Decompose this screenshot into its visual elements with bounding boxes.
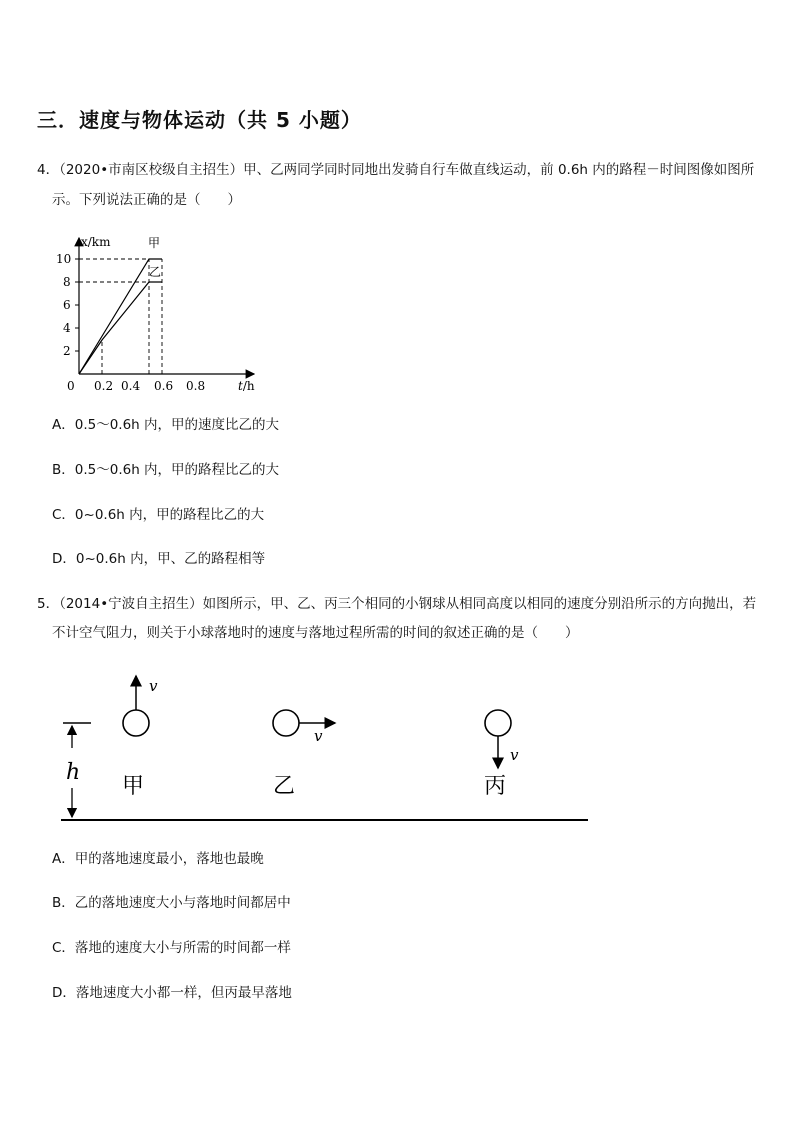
q5-option-a[interactable]: A．甲的落地速度最小，落地也最晚	[52, 851, 264, 867]
q4-option-a[interactable]: A．0.5～0.6h 内，甲的速度比乙的大	[52, 417, 280, 433]
ball-jia	[123, 710, 149, 736]
y-tick-6: 6	[63, 298, 71, 312]
series-yi	[79, 282, 162, 374]
question-5-stem-line2: 不计空气阻力，则关于小球落地时的速度与落地过程所需的时间的叙述正确的是（ ）	[52, 625, 579, 641]
q5-option-c[interactable]: C．落地的速度大小与所需的时间都一样	[52, 940, 291, 956]
question-4-stem-line1: 4．（2020•市南区校级自主招生）甲、乙两同学同时同地出发骑自行车做直线运动，前 0.6h 内的路程－时间图像如图所	[37, 162, 755, 178]
ball-label-jia: 甲	[122, 774, 145, 799]
velocity-label-jia: v	[149, 677, 158, 695]
height-label: h	[66, 760, 81, 785]
y-axis-label: x/km	[81, 235, 111, 249]
x-tick-0.6: 0.6	[154, 379, 174, 393]
distance-time-graph	[52, 228, 267, 400]
question-5-stem-line1: 5．（2014•宁波自主招生）如图所示，甲、乙、丙三个相同的小钢球从相同高度以相同的速度分别沿所示的方向抛出，若	[37, 596, 757, 612]
q4-option-d[interactable]: D．0~0.6h 内，甲、乙的路程相等	[52, 551, 266, 567]
projectile-figure	[55, 668, 595, 828]
x-tick-0.4: 0.4	[121, 379, 141, 393]
ball-yi	[273, 710, 299, 736]
x-tick-0.2: 0.2	[94, 379, 114, 393]
ball-bing	[485, 710, 511, 736]
q5-option-b[interactable]: B．乙的落地速度大小与落地时间都居中	[52, 895, 291, 911]
x-axis-label: t/h	[238, 379, 255, 393]
q4-option-b[interactable]: B．0.5～0.6h 内，甲的路程比乙的大	[52, 462, 280, 478]
velocity-label-bing: v	[510, 746, 519, 764]
y-tick-2: 2	[63, 344, 71, 358]
y-tick-10: 10	[56, 252, 72, 266]
question-4-stem-line2: 示。下列说法正确的是（ ）	[52, 192, 241, 208]
q5-option-d[interactable]: D．落地速度大小都一样，但丙最早落地	[52, 985, 292, 1001]
label-yi: 乙	[149, 265, 162, 279]
x-tick-0.8: 0.8	[186, 379, 206, 393]
section-title: 三．速度与物体运动（共 5 小题）	[37, 108, 362, 132]
velocity-label-yi: v	[314, 727, 323, 745]
q4-option-c[interactable]: C．0~0.6h 内，甲的路程比乙的大	[52, 507, 265, 523]
y-tick-4: 4	[63, 321, 71, 335]
label-jia: 甲	[148, 236, 161, 250]
ball-label-yi: 乙	[273, 774, 296, 799]
y-tick-8: 8	[63, 275, 71, 289]
ball-label-bing: 丙	[484, 774, 507, 799]
x-tick-0: 0	[67, 379, 75, 393]
